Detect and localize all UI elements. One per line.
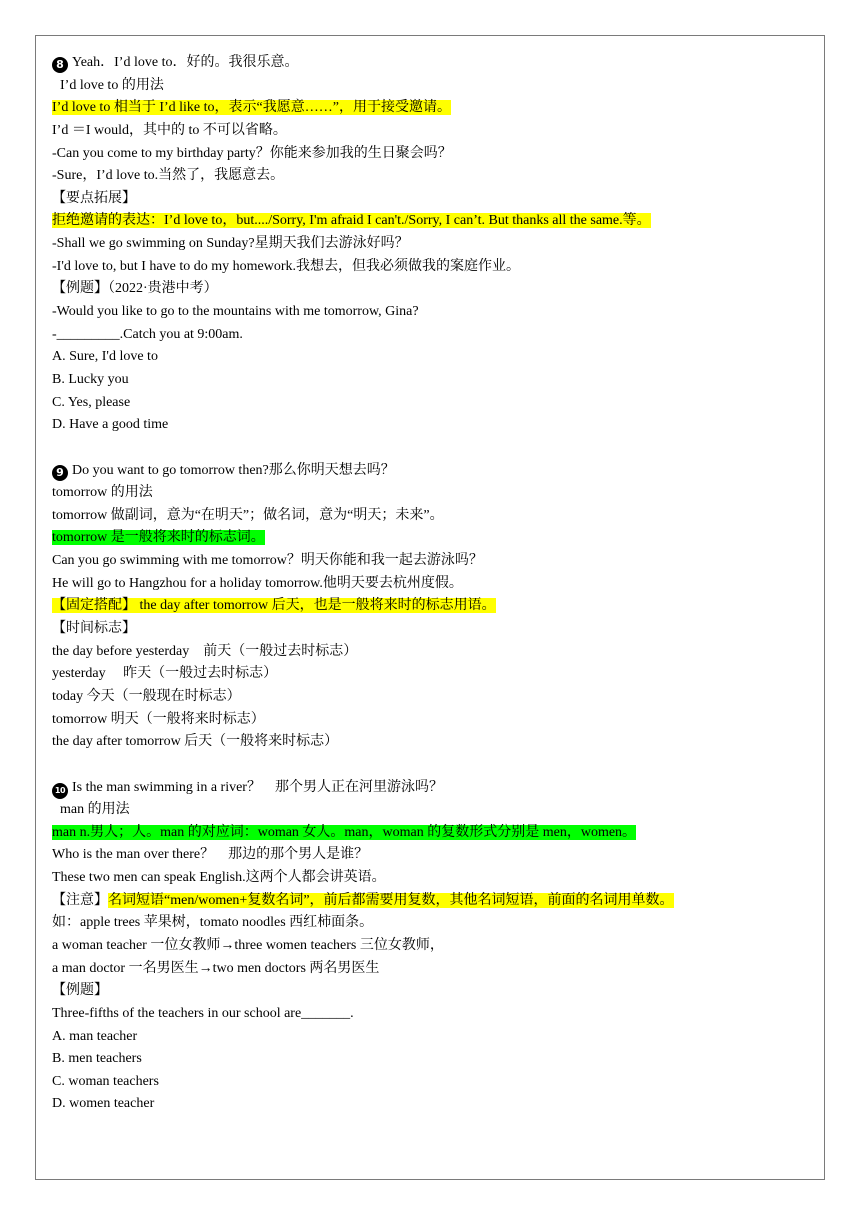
circled-number-8: 8 <box>52 57 68 73</box>
section-9-example-1: Can you go swimming with me tomorrow？明天你能和我一起去游泳吗？ <box>52 553 483 569</box>
section-9-heading: 9 Do you want to go tomorrow then?那么你明天想去吗？ <box>52 460 812 483</box>
section-9-time-item: today 今天（一般现在时标志） <box>52 688 241 704</box>
section-9-time-item: the day after tomorrow 后天（一般将来时标志） <box>52 734 339 750</box>
section-8-note2: I’d ＝I would，其中的 to 不可以省略。 <box>52 122 287 138</box>
section-9-note2: tomorrow 是一般将来时的标志词。 <box>52 530 265 546</box>
section-10-option-c: C. woman teachers <box>52 1073 159 1089</box>
section-8-extension-title: 【要点拓展】 <box>52 190 136 206</box>
section-10-option-b: B. men teachers <box>52 1051 142 1067</box>
section-8-question-line-2: -_________.Catch you at 9:00am. <box>52 326 243 342</box>
spacer <box>52 437 812 460</box>
section-10-heading: 10 Is the man swimming in a river？ 那个男人正在河里游泳吗？ <box>52 777 812 800</box>
section-8-example-1: -Can you come to my birthday party？你能来参加我的生日聚会吗？ <box>52 145 452 161</box>
section-8-example-2: -Sure，I’d love to.当然了，我愿意去。 <box>52 168 285 184</box>
circled-number-9: 9 <box>52 465 68 481</box>
spacer <box>52 754 812 777</box>
section-8-example-3: -Shall we go swimming on Sunday?星期天我们去游泳好吗？ <box>52 236 409 252</box>
section-8-option-b: B. Lucky you <box>52 371 129 387</box>
section-10-option-d: D. women teacher <box>52 1096 155 1112</box>
section-10-example-3: 如：apple trees 苹果树，tomato noodles 西红柿面条。 <box>52 915 374 931</box>
section-8-extension-note: 拒绝邀请的表达：I’d love to，but..../Sorry, I'm afraid I can't./Sorry, I can’t. But thanks all the same.等。 <box>52 213 651 229</box>
section-8-note1: I’d love to 相当于 I’d like to，表示“我愿意……”，用于接受邀请。 <box>52 100 451 116</box>
section-8-example-4: -I'd love to, but I have to do my homework.我想去，但我必须做我的案庭作业。 <box>52 258 520 274</box>
section-8-question-line-1: -Would you like to go to the mountains with me tomorrow, Gina? <box>52 304 419 320</box>
section-9-time-title: 【时间标志】 <box>52 621 136 637</box>
document-body <box>52 52 812 1116</box>
section-10-option-a: A. man teacher <box>52 1028 138 1044</box>
section-9-usage-title: tomorrow 的用法 <box>52 485 153 501</box>
section-10-example-4: a woman teacher 一位女教师→three women teachers 三位女教师， <box>52 937 444 953</box>
section-10-question-line-1: Three-fifths of the teachers in our school are_______. <box>52 1005 354 1021</box>
section-9-fixed-phrase: 【固定搭配】 the day after tomorrow 后天，也是一般将来时的标志用语。 <box>52 598 496 614</box>
section-8-option-a: A. Sure, I'd love to <box>52 349 158 365</box>
circled-number-10: 10 <box>52 783 68 799</box>
section-10-question-title: 【例题】 <box>52 983 108 999</box>
section-9-time-item: yesterday 昨天（一般过去时标志） <box>52 666 278 682</box>
section-10-example-1: Who is the man over there？ 那边的那个男人是谁？ <box>52 847 369 863</box>
section-9-time-item: the day before yesterday 前天（一般过去时标志） <box>52 643 358 659</box>
section-8-option-d: D. Have a good time <box>52 417 169 433</box>
section-10-note1: man n.男人；人。man 的对应词：woman 女人。man，woman 的复数形式分别是 men，women。 <box>52 824 637 840</box>
section-9-example-2: He will go to Hangzhou for a holiday tomorrow.他明天要去杭州度假。 <box>52 575 463 591</box>
section-9-time-item: tomorrow 明天（一般将来时标志） <box>52 711 265 727</box>
section-10-usage-title: man 的用法 <box>60 802 130 818</box>
section-10-attention <box>52 890 812 913</box>
section-8-question-title: 【例题】（2022·贵港中考） <box>52 281 218 297</box>
section-10-example-5: a man doctor 一名男医生→two men doctors 两名男医生 <box>52 960 380 976</box>
section-9-note1: tomorrow 做副词，意为“在明天”；做名词，意为“明天；未来”。 <box>52 507 444 523</box>
section-8-usage-title: I’d love to 的用法 <box>60 77 164 93</box>
attention-text: 名词短语“men/women+复数名词”，前后都需要用复数，其他名词短语，前面的名词用单数。 <box>108 892 674 908</box>
section-10-example-2: These two men can speak English.这两个人都会讲英语。 <box>52 870 386 886</box>
section-8-heading: 8 Yeah．I’d love to．好的。我很乐意。 <box>52 52 812 75</box>
attention-label: 【注意】 <box>52 892 108 908</box>
section-8-option-c: C. Yes, please <box>52 394 131 410</box>
